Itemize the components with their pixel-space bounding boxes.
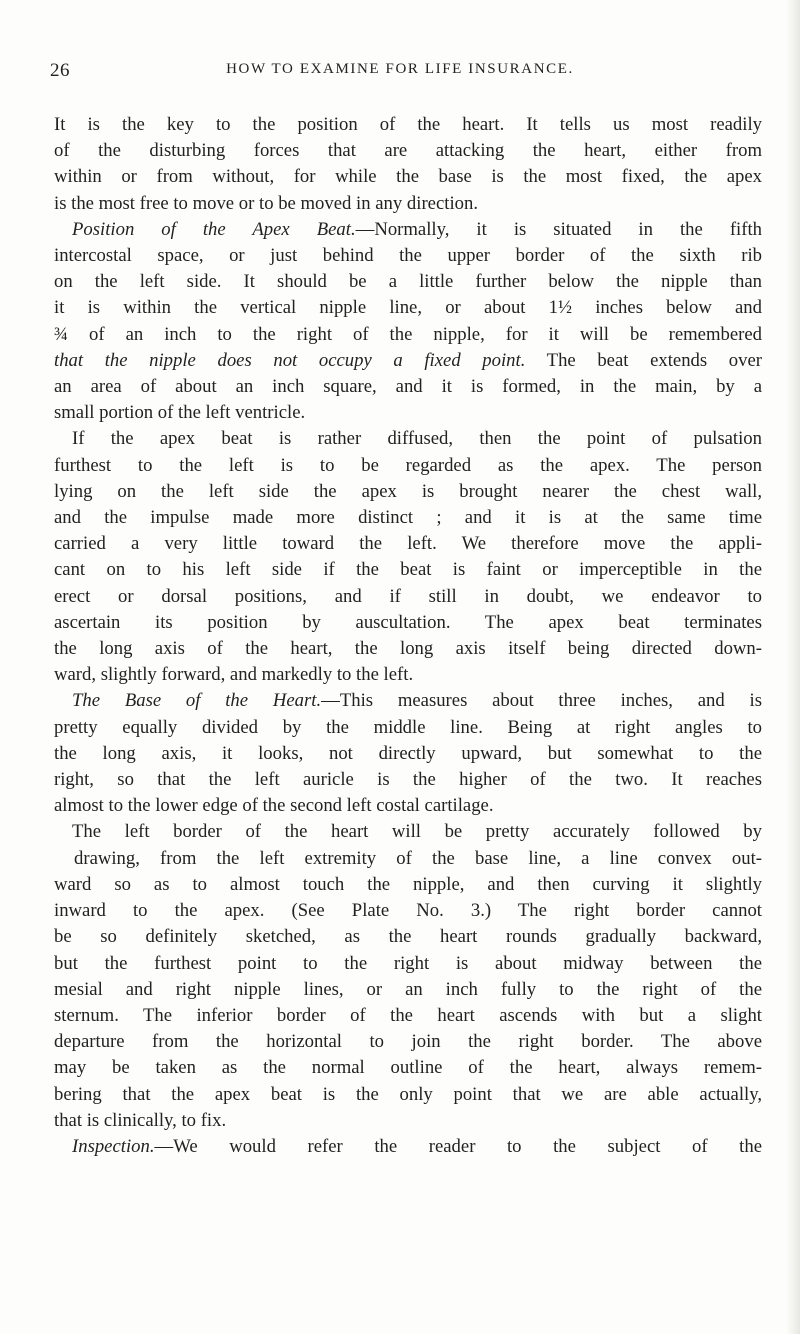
text-line: it is within the vertical nipple line, or about 1½ inches below and — [54, 297, 762, 319]
text-line: cant on to his left side if the beat is faint or imperceptible in the — [54, 559, 762, 581]
text-line: mesial and right nipple lines, or an inch fully to the right of the — [54, 978, 762, 1000]
text-line: drawing, from the left extremity of the base line, a line convex out- — [74, 847, 762, 869]
section-heading: Position of the Apex Beat. — [72, 218, 356, 240]
text-line: It is the key to the position of the heart. It tells us most readily — [54, 114, 762, 135]
text-line: bering that the apex beat is the only point that we are able actually, — [54, 1083, 762, 1105]
text-line: carried a very little toward the left. We therefore move the appli- — [54, 533, 762, 555]
text-line: and the impulse made more distinct ; and it is at the same time — [54, 507, 762, 529]
text-line: erect or dorsal positions, and if still in doubt, we endeavor to — [54, 585, 762, 607]
text-line: that the nipple does not occupy a fixed point. The beat extends over — [54, 349, 762, 371]
page-number: 26 — [50, 60, 70, 81]
body-text — [54, 112, 762, 1160]
text-line: furthest to the left is to be regarded as the apex. The person — [54, 454, 762, 476]
page-header — [50, 60, 750, 84]
text-line: but the furthest point to the right is about midway between the — [54, 952, 762, 974]
text-line: on the left side. It should be a little further below the nipple than — [54, 271, 762, 293]
text-line: The Base of the Heart.—This measures about three inches, and is — [72, 690, 762, 712]
text-line: that is clinically, to fix. — [54, 1109, 227, 1131]
text-line: If the apex beat is rather diffused, then the point of pulsation — [72, 428, 762, 450]
section-heading: The Base of the Heart. — [72, 690, 322, 712]
text-line: within or from without, for while the base is the most fixed, the apex — [54, 166, 762, 188]
text-line: the long axis, it looks, not directly upward, but somewhat to the — [54, 742, 762, 764]
text-line: ward so as to almost touch the nipple, and then curving it slightly — [54, 873, 762, 895]
text-line: ward, slightly forward, and markedly to the left. — [54, 664, 414, 686]
text-line: almost to the lower edge of the second left costal cartilage. — [54, 795, 494, 817]
text-line: is the most free to move or to be moved in any direction. — [54, 192, 479, 214]
text-line: Position of the Apex Beat.—Normally, it is situated in the fifth — [72, 218, 762, 240]
text-line: ascertain its position by auscultation. The apex beat terminates — [54, 611, 762, 633]
text-line: intercostal space, or just behind the upper border of the sixth rib — [54, 245, 762, 267]
text-line: an area of about an inch square, and it is formed, in the main, by a — [54, 376, 762, 398]
text-line: departure from the horizontal to join the right border. The above — [54, 1031, 762, 1053]
text-line: pretty equally divided by the middle line. Being at right angles to — [54, 716, 762, 738]
text-line: may be taken as the normal outline of the heart, always remem- — [54, 1057, 762, 1079]
running-head: HOW TO EXAMINE FOR LIFE INSURANCE. — [226, 61, 574, 77]
text-line: The left border of the heart will be pretty accurately followed by — [72, 821, 762, 843]
text-line: lying on the left side the apex is brought nearer the chest wall, — [54, 480, 762, 502]
text-line: of the disturbing forces that are attacking the heart, either from — [54, 140, 762, 162]
text-line: Inspection.—We would refer the reader to the subject of the — [72, 1135, 762, 1157]
text-line: sternum. The inferior border of the heart ascends with but a slight — [54, 1004, 762, 1026]
section-heading: Inspection. — [72, 1135, 155, 1157]
emphasis-text: that the nipple does not occupy a fixed point. — [54, 349, 526, 371]
text-line: be so definitely sketched, as the heart rounds gradually backward, — [54, 926, 762, 948]
text-line: small portion of the left ventricle. — [54, 402, 306, 424]
page-edge-shadow — [786, 0, 800, 1334]
text-line: right, so that the left auricle is the higher of the two. It reaches — [54, 769, 762, 791]
text-line: the long axis of the heart, the long axis itself being directed down- — [54, 638, 762, 660]
text-line: ¾ of an inch to the right of the nipple, for it will be remembered — [54, 323, 762, 345]
text-line: inward to the apex. (See Plate No. 3.) The right border cannot — [54, 900, 762, 922]
